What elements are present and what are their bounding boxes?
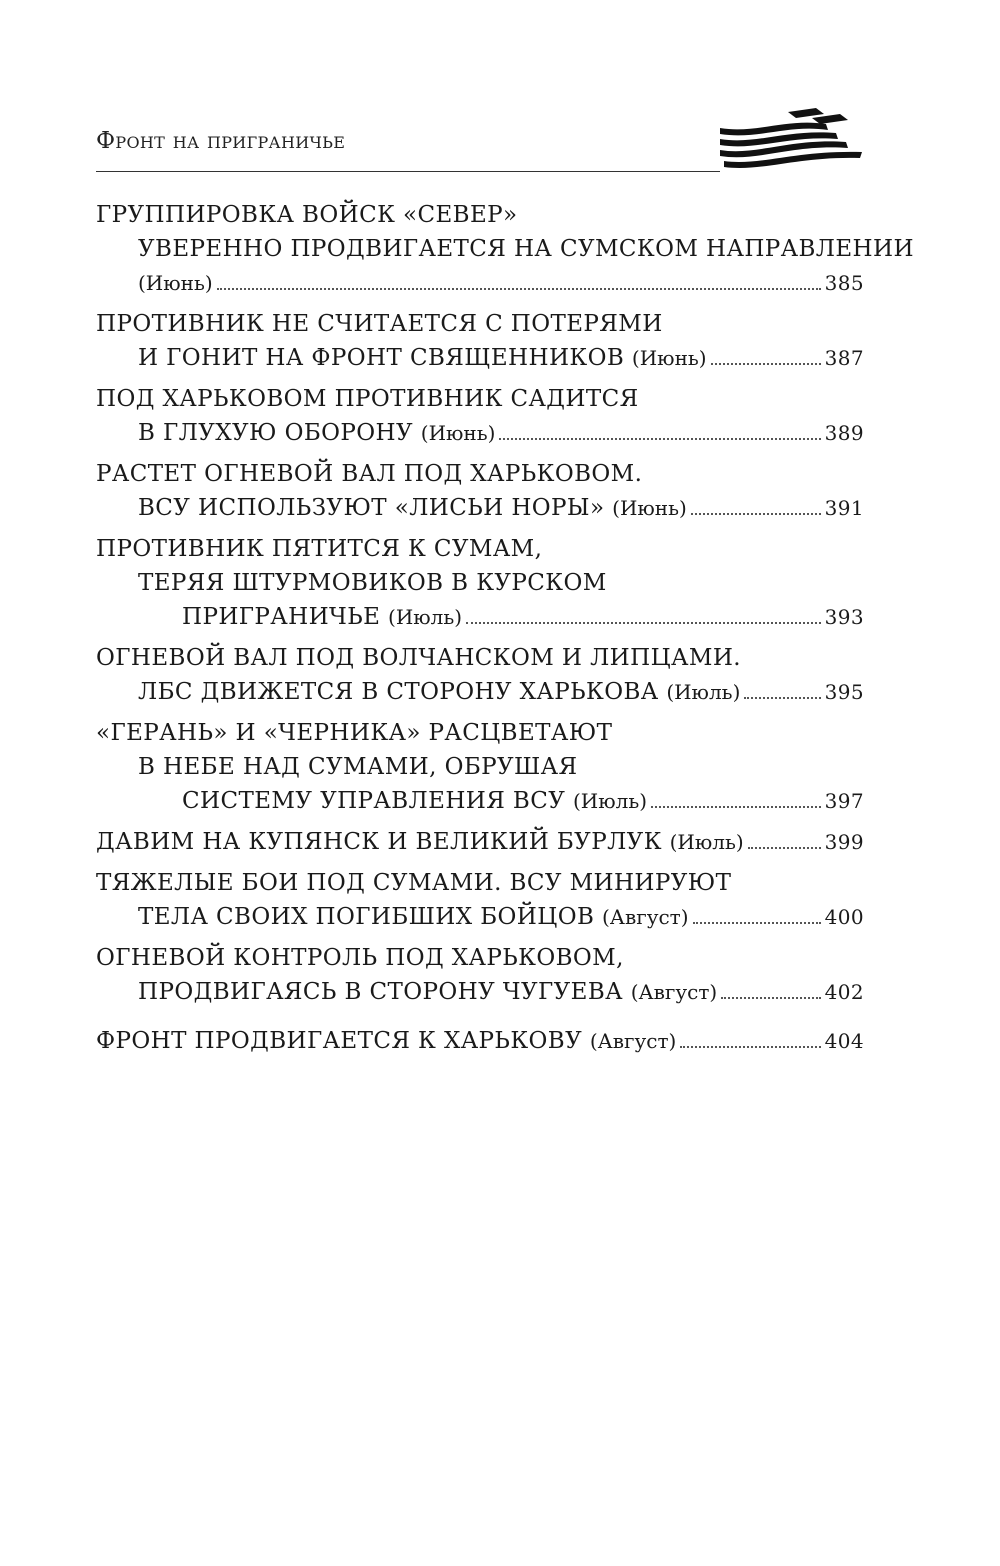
dot-leader: [217, 288, 821, 290]
toc-entry-title: ТЕЛА СВОИХ ПОГИБШИХ БОЙЦОВ: [138, 904, 595, 930]
toc-entry-month: (Июнь): [138, 271, 213, 295]
toc-entry-line: РАСТЕТ ОГНЕВОЙ ВАЛ ПОД ХАРЬКОВОМ.: [96, 461, 643, 487]
toc-entry-title: ВСУ ИСПОЛЬЗУЮТ «ЛИСЬИ НОРЫ»: [138, 495, 605, 521]
toc-entry-line: В НЕБЕ НАД СУМАМИ, ОБРУШАЯ: [138, 754, 578, 780]
toc-entry[interactable]: [96, 1024, 864, 1058]
toc-entry-title: ПРИГРАНИЧЬЕ: [182, 604, 381, 630]
dot-leader: [651, 806, 821, 808]
toc-entry-line: ГРУППИРОВКА ВОЙСК «СЕВЕР»: [96, 202, 518, 228]
dot-leader: [748, 847, 821, 849]
toc-entry-month: (Июль): [572, 789, 648, 813]
toc-entry-line: ПРОТИВНИК НЕ СЧИТАЕТСЯ С ПОТЕРЯМИ: [96, 311, 663, 337]
toc-entry[interactable]: [96, 641, 864, 709]
toc-entry-title: ФРОНТ ПРОДВИГАЕТСЯ К ХАРЬКОВУ: [96, 1028, 583, 1054]
toc-entry-line: ОГНЕВОЙ КОНТРОЛЬ ПОД ХАРЬКОВОМ,: [96, 945, 624, 971]
dot-leader: [680, 1046, 820, 1048]
toc-entry-title: ДАВИМ НА КУПЯНСК И ВЕЛИКИЙ БУРЛУК: [96, 829, 662, 855]
table-of-contents: [96, 198, 914, 1065]
dot-leader: [499, 438, 820, 440]
toc-entry-title: В ГЛУХУЮ ОБОРОНУ: [138, 420, 414, 446]
toc-entry[interactable]: [96, 941, 864, 1009]
toc-entry-title: СИСТЕМУ УПРАВЛЕНИЯ ВСУ: [182, 788, 566, 814]
dot-leader: [691, 513, 821, 515]
dot-leader: [466, 622, 821, 624]
page-number: 404: [824, 1029, 864, 1053]
toc-entry[interactable]: [96, 532, 864, 634]
toc-entry-month: (Август): [589, 1029, 677, 1053]
page-number: 402: [824, 980, 864, 1004]
toc-entry[interactable]: [96, 825, 864, 859]
toc-entry-title: ЛБС ДВИЖЕТСЯ В СТОРОНУ ХАРЬКОВА: [138, 679, 659, 705]
page-number: 393: [824, 605, 864, 629]
toc-entry-line: ТЕРЯЯ ШТУРМОВИКОВ В КУРСКОМ: [138, 570, 607, 596]
toc-entry[interactable]: [96, 866, 864, 934]
toc-entry[interactable]: [96, 307, 864, 375]
toc-entry-line: «ГЕРАНЬ» И «ЧЕРНИКА» РАСЦВЕТАЮТ: [96, 720, 613, 746]
toc-entry[interactable]: [96, 716, 864, 818]
toc-entry[interactable]: [96, 198, 914, 300]
toc-entry-month: (Август): [602, 905, 689, 929]
toc-entry-month: (Август): [630, 980, 718, 1004]
toc-entry-title: И ГОНИТ НА ФРОНТ СВЯЩЕННИКОВ: [138, 345, 625, 371]
page-number: 397: [824, 789, 864, 813]
page-number: 391: [824, 496, 864, 520]
page-number: 400: [824, 905, 864, 929]
running-header: [96, 120, 866, 180]
toc-entry-title: ПРОДВИГАЯСЬ В СТОРОНУ ЧУГУЕВА: [138, 979, 623, 1005]
page-number: 389: [824, 421, 864, 445]
page-number: 385: [824, 271, 864, 295]
header-rule: [96, 171, 720, 172]
dot-leader: [693, 922, 821, 924]
page-number: 399: [824, 830, 864, 854]
toc-entry-line: ПОД ХАРЬКОВОМ ПРОТИВНИК САДИТСЯ: [96, 386, 639, 412]
toc-entry-line: ОГНЕВОЙ ВАЛ ПОД ВОЛЧАНСКОМ И ЛИПЦАМИ.: [96, 645, 741, 671]
ribbon-icon: [716, 108, 866, 178]
page-number: 395: [824, 680, 864, 704]
dot-leader: [711, 363, 821, 365]
toc-entry-month: (Июль): [388, 605, 463, 629]
toc-entry-month: (Июнь): [631, 346, 707, 370]
toc-entry-month: (Июль): [669, 830, 744, 854]
dot-leader: [721, 997, 820, 999]
toc-entry[interactable]: [96, 382, 864, 450]
toc-entry-month: (Июнь): [420, 421, 496, 445]
dot-leader: [744, 697, 820, 699]
toc-entry[interactable]: [96, 457, 864, 525]
toc-entry-line: УВЕРЕННО ПРОДВИГАЕТСЯ НА СУМСКОМ НАПРАВЛЕНИИ: [138, 236, 914, 262]
toc-entry-line: ТЯЖЕЛЫЕ БОИ ПОД СУМАМИ. ВСУ МИНИРУЮТ: [96, 870, 732, 896]
running-title: Фронт на приграничье: [96, 128, 346, 154]
toc-entry-month: (Июнь): [612, 496, 687, 520]
toc-entry-line: ПРОТИВНИК ПЯТИТСЯ К СУМАМ,: [96, 536, 543, 562]
page-number: 387: [824, 346, 864, 370]
toc-entry-month: (Июль): [666, 680, 741, 704]
